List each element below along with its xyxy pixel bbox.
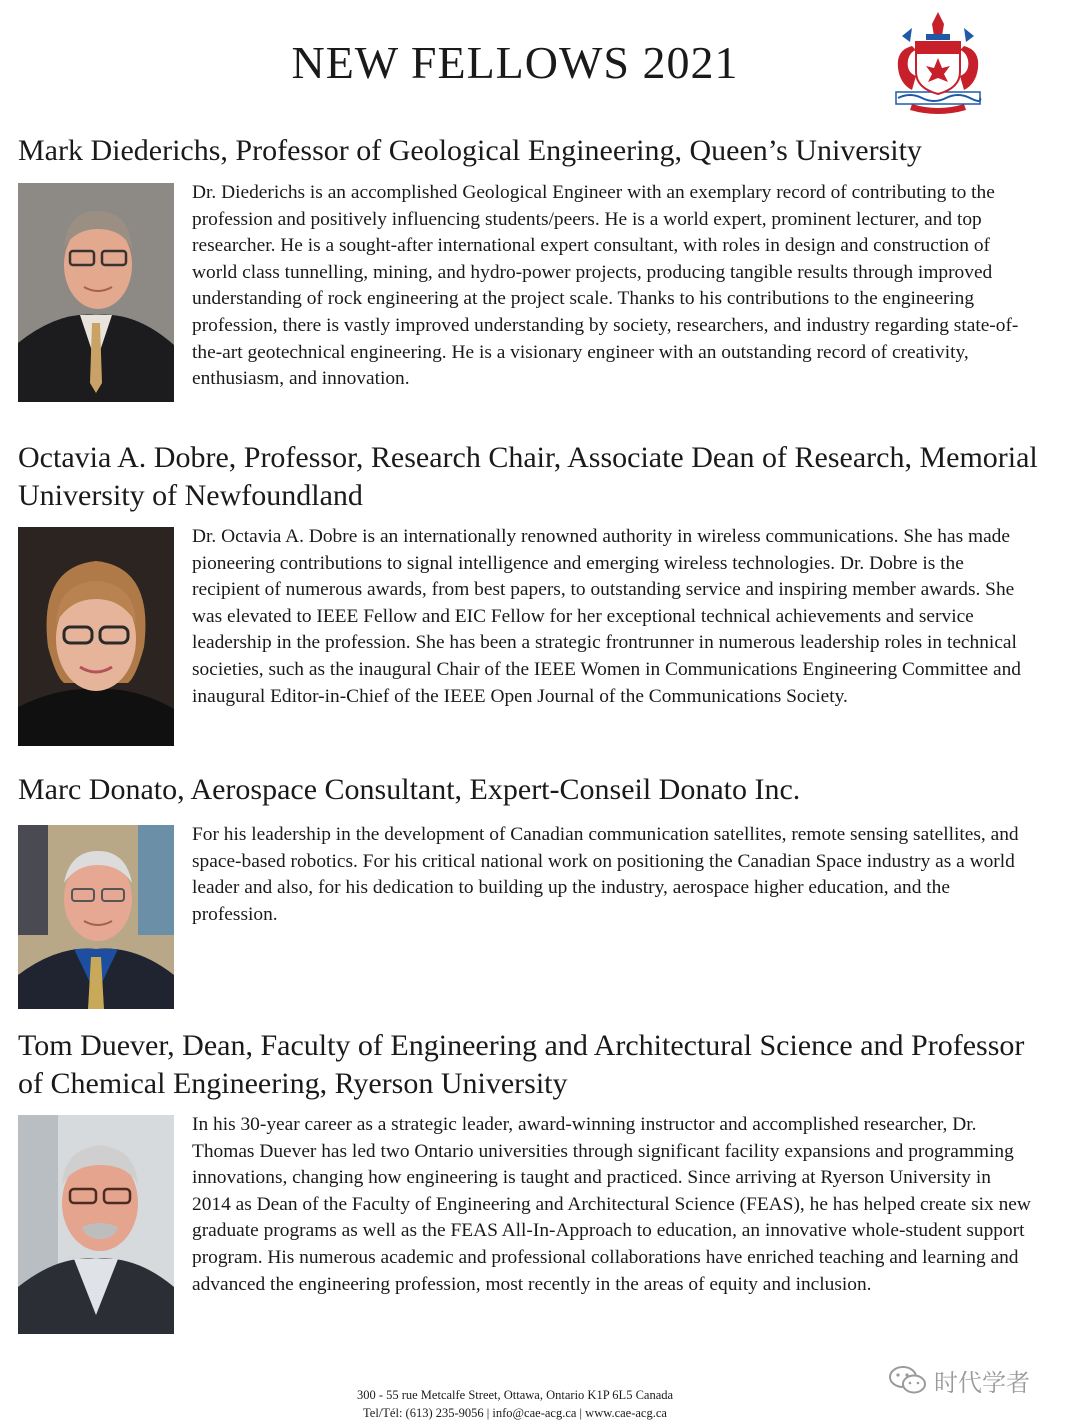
fellow-portrait [18, 1115, 174, 1334]
fellow-portrait [18, 825, 174, 1009]
fellow-portrait [18, 183, 174, 402]
fellow-name: Tom Duever, Dean, Faculty of Engineering and Architectural Science and Professor of Chemical Engineering, Ryerson University [18, 1029, 1025, 1100]
watermark-text: 时代学者 [934, 1368, 1030, 1397]
fellow-bio: Dr. Diederichs is an accomplished Geological Engineer with an exemplary record of contributing to the profession and positively influencing students/peers. He is a world expert, prominent lecturer, and top researcher. He is a sought-after international expert consultant, with roles in design and construction of world class tunnelling, mining, and hydro-power projects, producing tangible results through improved understanding of rock engineering at the project scale. Thanks to his contributions to the engineering profession, there is vastly improved understanding by society, researchers, and industry regarding state-of-the-art geotechnical engineering. He is a visionary engineer with an outstanding record of creativity, enthusiasm, and innovation. [192, 182, 1019, 390]
fellow-name: Mark Diederichs, Professor of Geological Engineering, Queen’s University [18, 134, 922, 167]
watermark [888, 1360, 1058, 1400]
footer-contact: Tel/Tél: (613) 235-9056 | info@cae-acg.ca | www.cae-acg.ca [363, 1406, 667, 1420]
footer-address: 300 - 55 rue Metcalfe Street, Ottawa, Ontario K1P 6L5 Canada [356, 1388, 674, 1402]
fellow-name: Octavia A. Dobre, Professor, Research Chair, Associate Dean of Research, Memorial University of Newfoundland [18, 441, 1038, 512]
fellow-portrait [18, 527, 174, 746]
fellow-name: Marc Donato, Aerospace Consultant, Expert-Conseil Donato Inc. [18, 773, 801, 806]
fellow-bio: For his leadership in the development of Canadian communication satellites, remote sensing satellites, and space-based robotics. For his critical national work on positioning the Canadian Space industry as a world leader and also, for his dedication to building up the industry, aerospace higher education, and the profession. [192, 824, 1019, 925]
fellow-bio: Dr. Octavia A. Dobre is an internationally renowned authority in wireless communications. She has made pioneering contributions to signal intelligence and emerging wireless technologies. Dr. Dobre is the recipient of numerous awards, from best papers, to outstanding service and inspiring member awards. She was elevated to IEEE Fellow and EIC Fellow for her exceptional technical achievements and service leadership in the profession. She has been a strategic frontrunner in numerous leadership roles in technical societies, such as the inaugural Chair of the IEEE Women in Communications Engineering Committee and inaugural Editor-in-Chief of the IEEE Open Journal of the Communications Society. [192, 526, 1021, 707]
fellow-bio: In his 30-year career as a strategic leader, award-winning instructor and accomplished researcher, Dr. Thomas Duever has led two Ontario universities through significant facility expansions and programming innovations, changing how engineering is taught and practiced. Since arriving at Ryerson University in 2014 as Dean of the Faculty of Engineering and Architectural Science (FEAS), he has helped create six new graduate programs as well as the FEAS All-In-Approach to education, an innovative whole-student support program. His numerous academic and professional collaborations have enriched teaching and learning and advanced the engineering profession, most recently in the areas of equity and inclusion. [192, 1114, 1031, 1295]
wechat-icon [888, 1364, 928, 1396]
page-title: NEW FELLOWS 2021 [291, 37, 739, 88]
footer [0, 1386, 1030, 1422]
coat-of-arms-logo [882, 6, 994, 116]
